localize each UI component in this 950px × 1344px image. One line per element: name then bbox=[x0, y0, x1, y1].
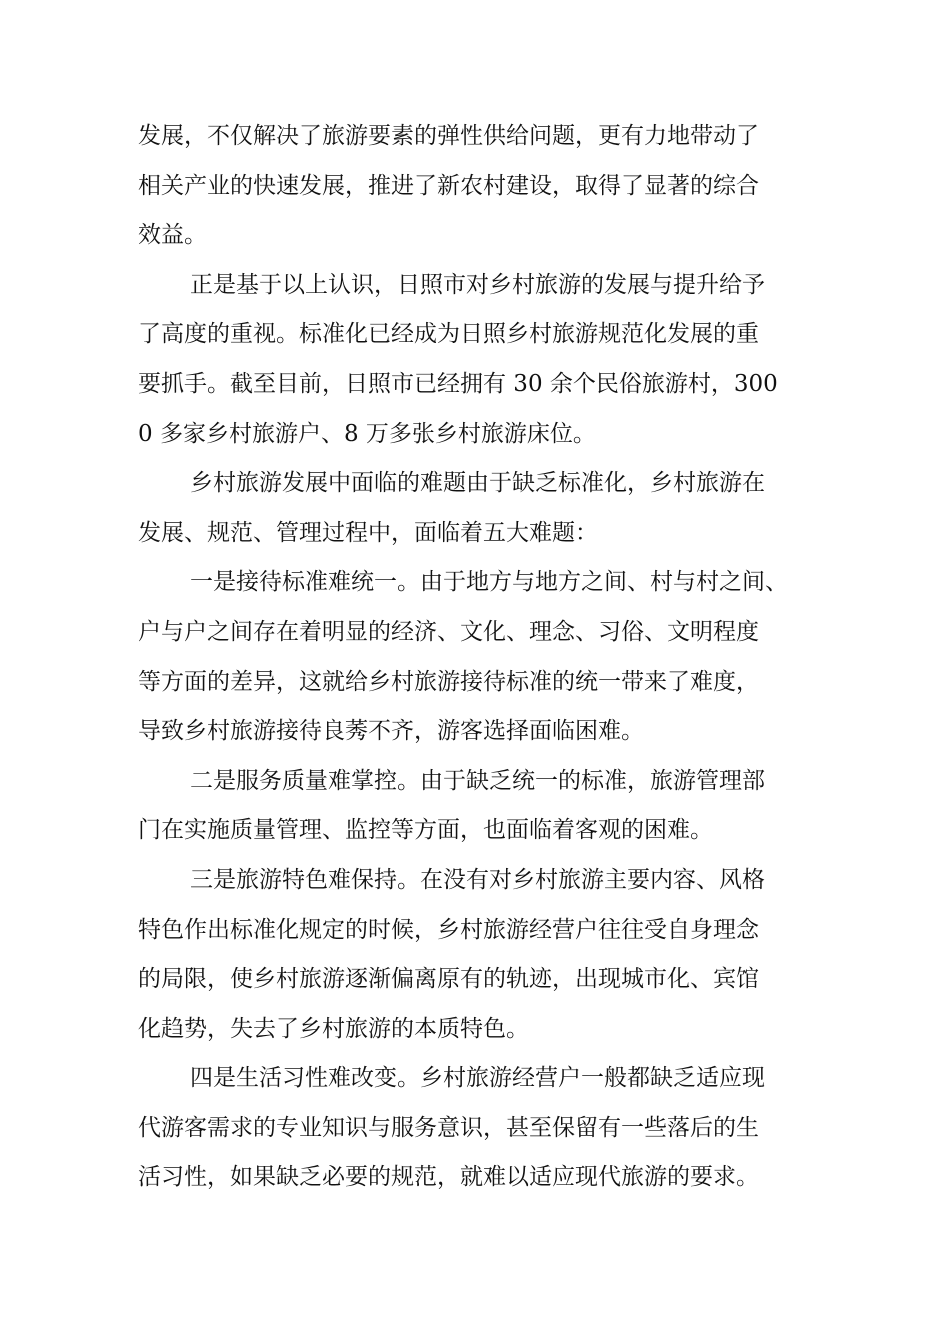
text-line: 正是基于以上认识，日照市对乡村旅游的发展与提升给予 bbox=[190, 271, 765, 298]
body-text bbox=[138, 112, 838, 1203]
text-line: 二是服务质量难掌控。由于缺乏统一的标准，旅游管理部 bbox=[190, 767, 765, 794]
text-line: 效益。 bbox=[138, 222, 207, 249]
text-line: 乡村旅游发展中面临的难题由于缺乏标准化，乡村旅游在 bbox=[190, 470, 765, 497]
text-line: 等方面的差异，这就给乡村旅游接待标准的统一带来了难度， bbox=[138, 668, 759, 695]
text-line: 0 多家乡村旅游户、8 万多张乡村旅游床位。 bbox=[138, 420, 596, 447]
text-line: 了高度的重视。标准化已经成为日照乡村旅游规范化发展的重 bbox=[138, 321, 759, 348]
text-line: 一是接待标准难统一。由于地方与地方之间、村与村之间、 bbox=[190, 569, 788, 596]
text-line: 门在实施质量管理、监控等方面，也面临着客观的困难。 bbox=[138, 817, 713, 844]
text-line: 发展、规范、管理过程中，面临着五大难题： bbox=[138, 519, 598, 546]
text-line: 三是旅游特色难保持。在没有对乡村旅游主要内容、风格 bbox=[190, 866, 765, 893]
text-line: 四是生活习性难改变。乡村旅游经营户一般都缺乏适应现 bbox=[190, 1065, 765, 1092]
text-line: 要抓手。截至目前，日照市已经拥有 30 余个民俗旅游村，300 bbox=[138, 370, 778, 397]
text-line: 特色作出标准化规定的时候，乡村旅游经营户往往受自身理念 bbox=[138, 916, 759, 943]
text-line: 发展，不仅解决了旅游要素的弹性供给问题，更有力地带动了 bbox=[138, 123, 759, 149]
text-line: 代游客需求的专业知识与服务意识，甚至保留有一些落后的生 bbox=[138, 1114, 759, 1141]
text-line: 活习性，如果缺乏必要的规范，就难以适应现代旅游的要求。 bbox=[138, 1164, 759, 1191]
text-line: 导致乡村旅游接待良莠不齐，游客选择面临困难。 bbox=[138, 718, 644, 745]
text-line: 化趋势，失去了乡村旅游的本质特色。 bbox=[138, 1015, 529, 1042]
text-line: 户与户之间存在着明显的经济、文化、理念、习俗、文明程度 bbox=[138, 618, 759, 645]
text-line: 相关产业的快速发展，推进了新农村建设，取得了显著的综合 bbox=[138, 172, 759, 199]
text-line: 的局限，使乡村旅游逐渐偏离原有的轨迹，出现城市化、宾馆 bbox=[138, 966, 759, 993]
